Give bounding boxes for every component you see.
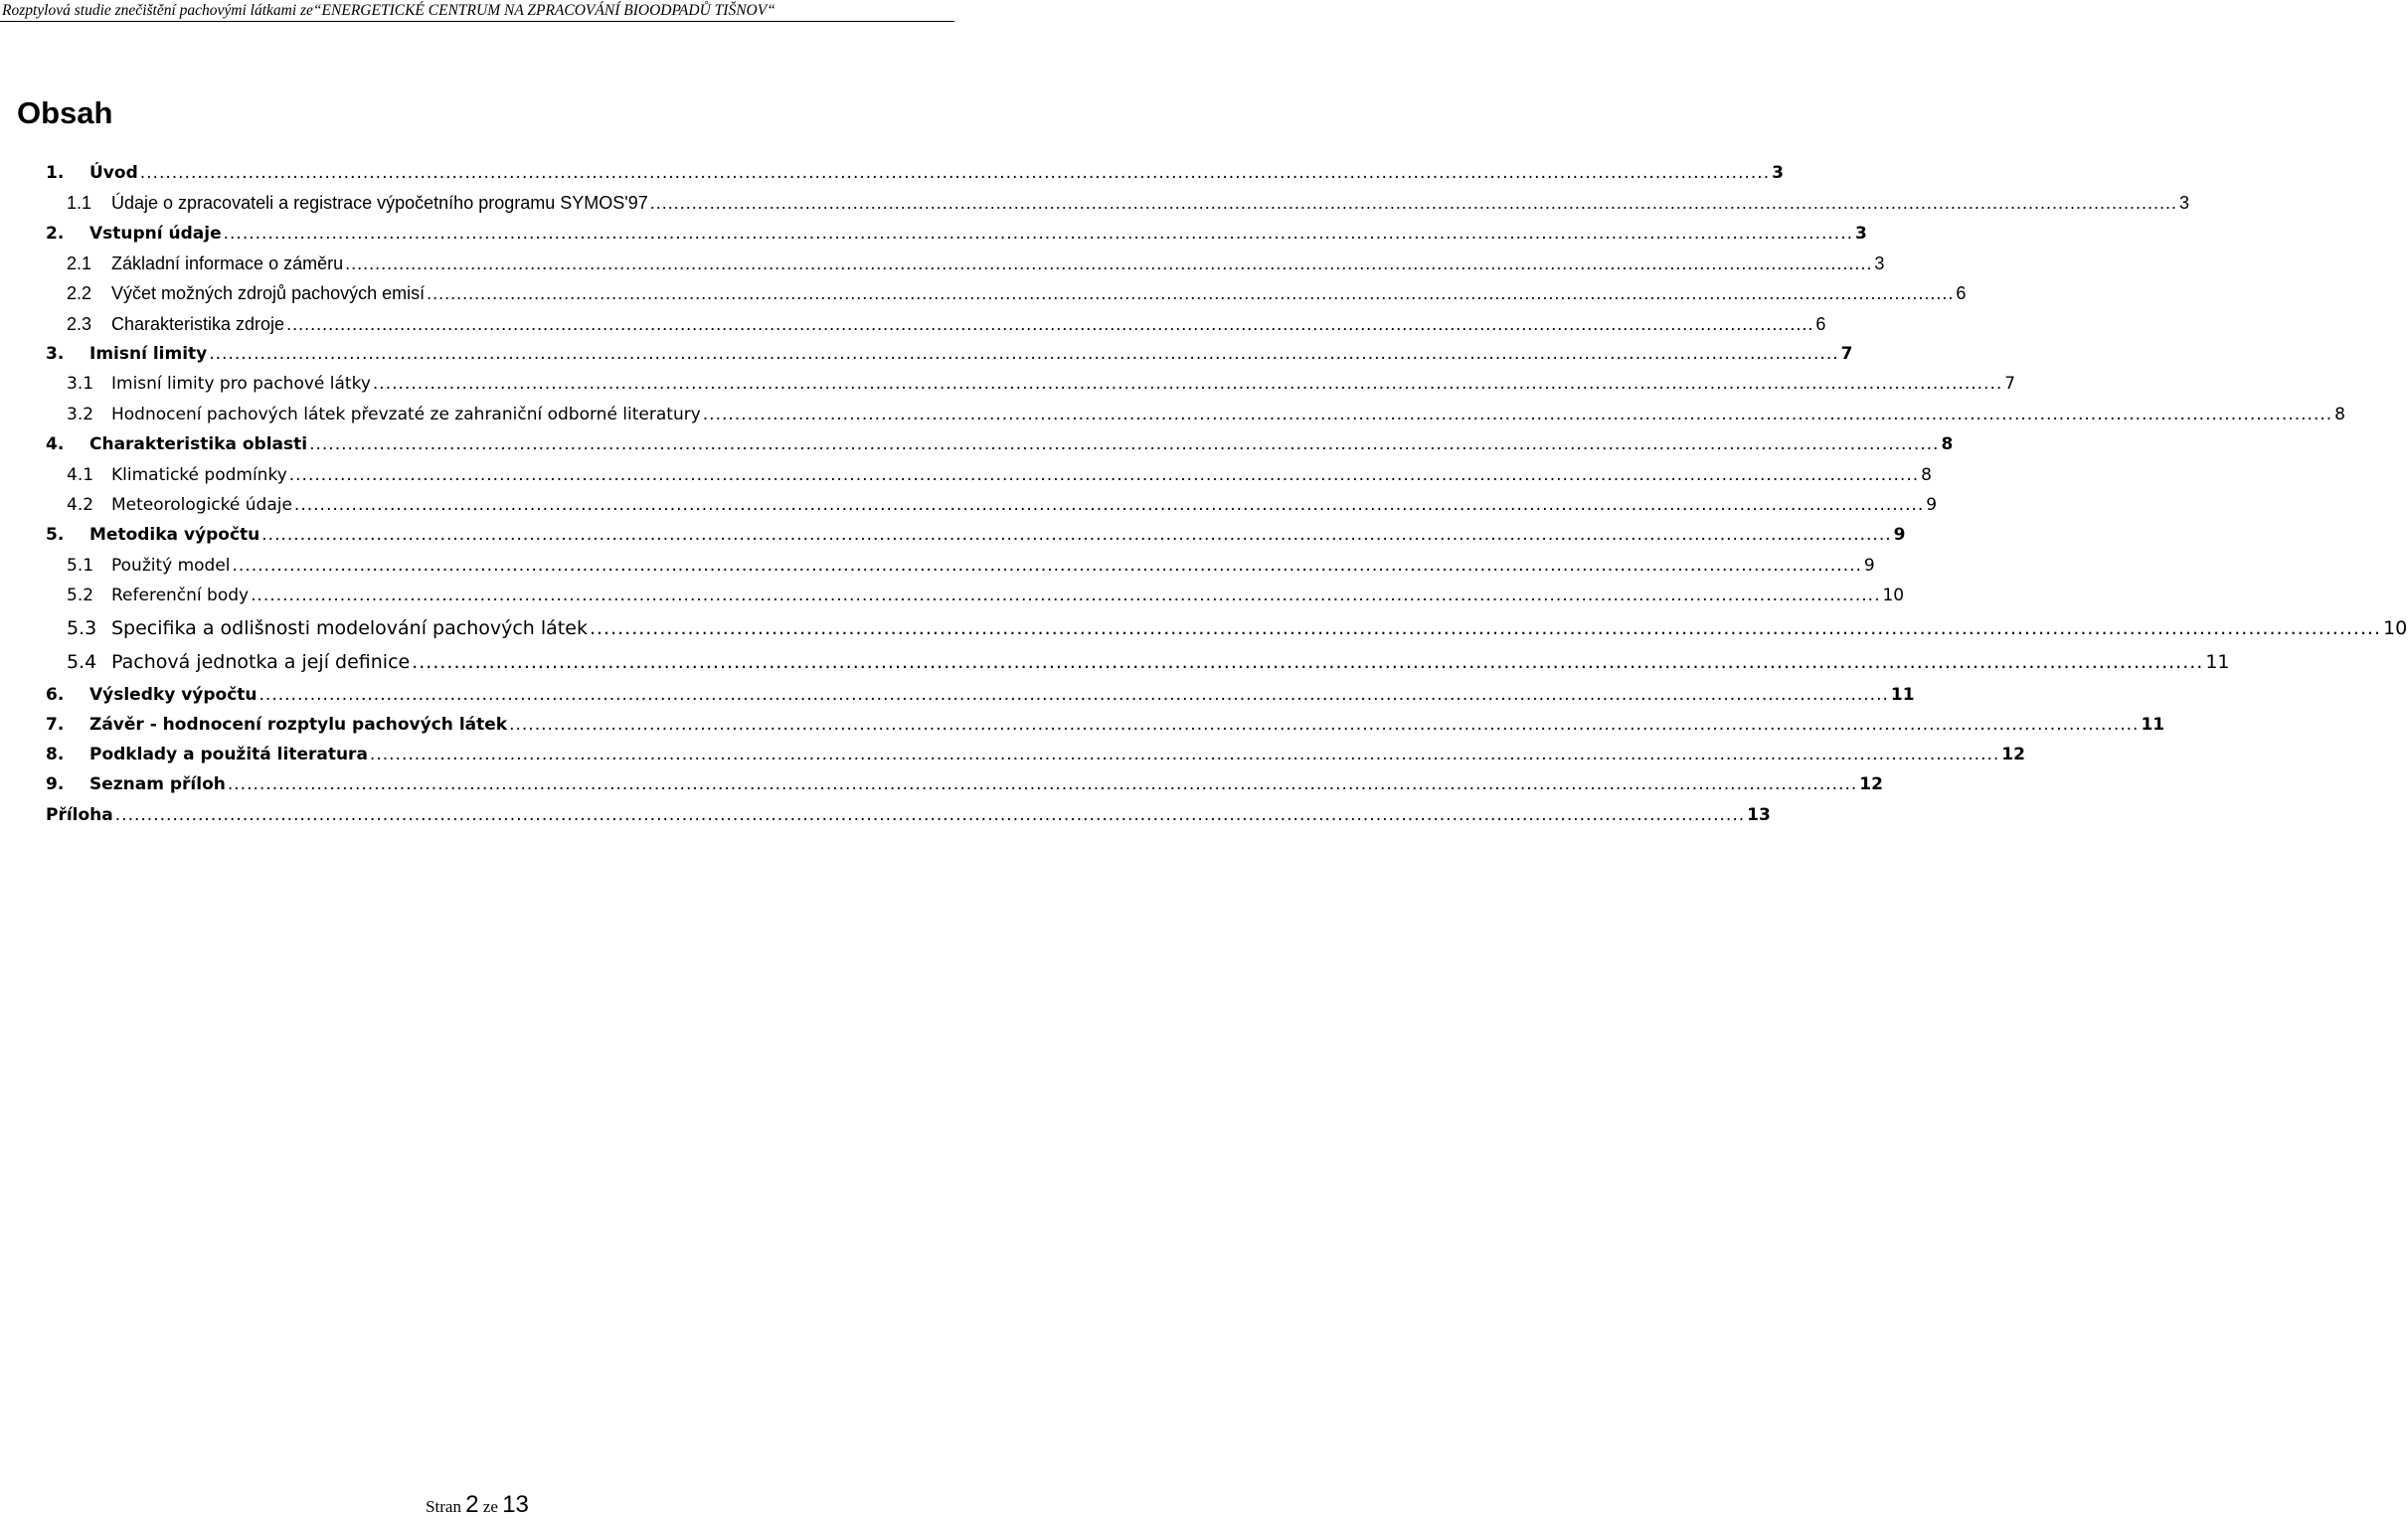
toc-entry-1[interactable] [46,163,1784,193]
toc-entry-page: 8 [2334,405,2345,424]
toc-entry-4-2[interactable] [46,495,1938,525]
toc-leader-dots [259,685,1889,705]
toc-entry-title: Závěr - hodnocení rozptylu pachových látek [89,715,508,735]
toc-entry-page: 10 [1882,586,1905,605]
toc-entry-number: 1.1 [67,193,92,213]
toc-entry-page: 8 [1941,434,1954,454]
toc-leader-dots [228,774,1857,794]
toc-entry-5-2[interactable] [46,586,1905,615]
toc-entry-title: Charakteristika zdroje [111,314,285,334]
toc-entry-title: Specifika a odlišnosti modelování pachových látek [111,617,588,639]
page-title: Obsah [17,95,113,130]
toc-entry-number: 5.2 [67,586,94,605]
toc-entry-title: Imisní limity pro pachové látky [111,374,371,394]
toc-entry-2-2[interactable] [46,283,1967,313]
toc-leader-dots [345,253,1872,274]
toc-entry-title: Vstupní údaje [89,224,222,244]
toc-entry-page: 9 [1863,556,1875,576]
toc-entry-number: 4. [46,434,65,454]
toc-entry-page: 10 [2383,617,2408,639]
toc-leader-dots [309,434,1939,454]
toc-entry-page: 12 [2001,745,2025,764]
toc-entry-page: 11 [2205,651,2230,673]
footer-current-page: 2 [465,1491,479,1518]
toc-entry-page: 8 [1921,465,1932,485]
toc-entry-number: 9. [46,774,65,794]
toc-entry-page: 6 [1956,283,1967,303]
toc-entry-number: 6. [46,685,65,705]
toc-leader-dots [233,556,1862,576]
toc-entry-page: 12 [1859,774,1883,794]
toc-entry-number: 7. [46,715,65,735]
footer-total-pages: 13 [502,1491,529,1518]
toc-entry-number: 2.3 [67,314,92,334]
toc-entry-1-1[interactable] [46,193,2189,223]
toc-entry-title: Klimatické podmínky [111,465,287,485]
toc-leader-dots [412,651,2203,673]
toc-leader-dots [509,715,2139,735]
toc-entry-page: 9 [1893,525,1906,545]
toc-entry-page: 7 [2004,374,2016,394]
toc-entry-9[interactable] [46,774,1883,804]
toc-entry-3-2[interactable] [46,405,2345,434]
toc-entry-priloha[interactable] [46,805,1771,835]
toc-entry-number: 4.2 [67,495,94,515]
toc-entry-4[interactable] [46,434,1954,464]
toc-entry-7[interactable] [46,715,2165,745]
toc-leader-dots [209,344,1838,364]
toc-leader-dots [294,495,1924,515]
toc-entry-title: Referenční body [111,586,250,605]
toc-entry-title: Charakteristika oblasti [89,434,308,454]
toc-entry-title: Údaje o zpracovateli a registrace výpočetního programu SYMOS'97 [111,193,648,213]
toc-entry-title: Pachová jednotka a její definice [111,651,411,673]
toc-entry-2[interactable] [46,224,1867,253]
toc-entry-title: Podklady a použitá literatura [89,745,368,764]
toc-entry-title: Metodika výpočtu [89,525,260,545]
page-footer [0,1491,954,1519]
toc-entry-page: 3 [1772,163,1784,183]
toc-leader-dots [289,465,1919,485]
toc-entry-number: 5.3 [67,617,97,639]
toc-entry-number: 2.2 [67,283,92,303]
toc-entry-title: Použitý model [111,556,231,576]
toc-leader-dots [261,525,1891,545]
toc-leader-dots [427,283,1954,304]
toc-entry-number: 4.1 [67,465,94,485]
toc-entry-2-1[interactable] [46,253,1885,283]
running-header: Rozptylová studie znečištění pachovými látkami ze“ENERGETICKÉ CENTRUM NA ZPRACOVÁNÍ BIOODPADŮ TIŠNOV“ [0,0,954,22]
footer-prefix: Stran [426,1497,461,1516]
toc-entry-5-3[interactable] [46,617,2408,647]
toc-leader-dots [224,224,1853,244]
toc-entry-8[interactable] [46,745,2025,774]
toc-entry-title: Meteorologické údaje [111,495,292,515]
toc-entry-3[interactable] [46,344,1853,374]
toc-entry-title: Hodnocení pachových látek převzaté ze zahraniční odborné literatury [111,405,701,424]
toc-entry-number: 5. [46,525,65,545]
toc-leader-dots [370,745,1999,764]
toc-entry-page: 6 [1815,314,1826,334]
toc-entry-5-1[interactable] [46,556,1875,586]
toc-entry-page: 13 [1747,805,1771,825]
toc-entry-page: 7 [1840,344,1853,364]
toc-entry-number: 2. [46,224,65,244]
toc-leader-dots [251,586,1880,605]
toc-entry-number: 2.1 [67,253,92,273]
toc-entry-number: 1. [46,163,65,183]
toc-entry-4-1[interactable] [46,465,1932,495]
toc-entry-page: 11 [1890,685,1915,705]
toc-entry-number: 3. [46,344,65,364]
toc-entry-page: 9 [1926,495,1938,515]
toc-entry-title: Imisní limity [89,344,208,364]
toc-leader-dots [703,405,2332,424]
toc-entry-page: 11 [2141,715,2165,735]
toc-leader-dots [590,617,2381,639]
toc-leader-dots [115,805,1745,825]
toc-entry-title: Úvod [89,163,138,183]
toc-entry-page: 3 [1855,224,1867,244]
toc-entry-title: Seznam příloh [89,774,226,794]
toc-entry-3-1[interactable] [46,374,2016,404]
toc-entry-number: 8. [46,745,65,764]
toc-entry-number: 5.1 [67,556,94,576]
toc-entry-5-4[interactable] [46,651,2230,681]
toc-entry-title: Výsledky výpočtu [89,685,258,705]
toc-leader-dots [650,193,2177,214]
toc-entry-title: Základní informace o záměru [111,253,344,273]
toc-entry-page: 3 [2178,193,2189,213]
toc-entry-5[interactable] [46,525,1906,555]
toc-entry-6[interactable] [46,685,1915,715]
footer-middle: ze [482,1497,498,1516]
toc-entry-number: 3.1 [67,374,94,394]
toc-entry-number: 3.2 [67,405,94,424]
toc-leader-dots [373,374,2002,394]
toc-leader-dots [286,314,1813,335]
toc-entry-page: 3 [1874,253,1885,273]
toc-leader-dots [140,163,1770,183]
toc-entry-title: Výčet možných zdrojů pachových emisí [111,283,426,303]
toc-entry-2-3[interactable] [46,314,1826,344]
toc-entry-number: 5.4 [67,651,97,673]
toc-entry-title: Příloha [46,805,113,825]
